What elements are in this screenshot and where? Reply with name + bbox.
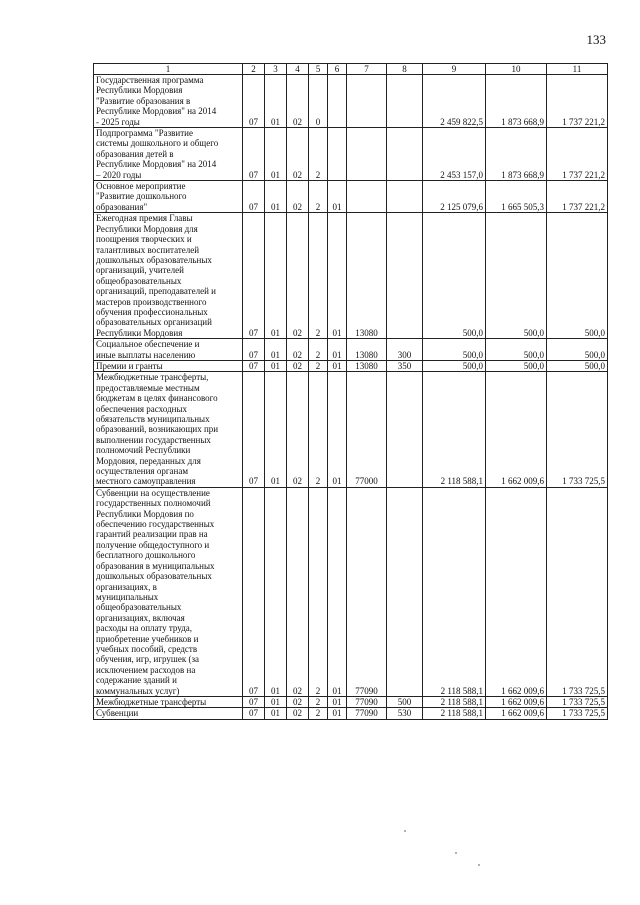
row-value-cell: 01: [328, 339, 347, 361]
row-value-cell: 500: [387, 696, 423, 707]
row-name-cell: Социальное обеспечение и иные выплаты населению: [94, 339, 243, 361]
row-name-cell: Субвенции на осуществление государственных полномочий Республики Мордовия по обеспечению государственных гарантий реализации прав на получение общедоступного и бесплатного дошкольного образования в муниципальных дошкольных образовательных организациях, в муниципальных общеобразовательных организациях, включая расходы на оплату труда, приобретение учебников и учебных пособий, средств обучения, игр, игрушек (за исключением расходов на содержание зданий и коммунальных услуг): [94, 487, 243, 696]
row-value-cell: 1 662 009,6: [486, 372, 547, 487]
column-header: 4: [287, 64, 309, 75]
row-value-cell: 2 453 157,0: [423, 128, 486, 181]
row-value-cell: 07: [243, 339, 265, 361]
row-value-cell: 07: [243, 75, 265, 128]
row-value-cell: 01: [265, 75, 287, 128]
row-value-cell: 500,0: [547, 213, 608, 339]
row-value-cell: 2: [309, 181, 328, 213]
row-value-cell: 02: [287, 213, 309, 339]
row-value-cell: 500,0: [486, 213, 547, 339]
row-value-cell: [347, 181, 387, 213]
column-header: 9: [423, 64, 486, 75]
row-value-cell: 07: [243, 128, 265, 181]
row-value-cell: 01: [265, 708, 287, 719]
row-value-cell: 1 873 668,9: [486, 128, 547, 181]
table-header-row: [94, 64, 608, 75]
row-value-cell: [347, 128, 387, 181]
table-row: [94, 708, 608, 719]
row-value-cell: 13080: [347, 360, 387, 371]
row-value-cell: 1 737 221,2: [547, 181, 608, 213]
row-value-cell: 13080: [347, 339, 387, 361]
row-value-cell: 01: [328, 372, 347, 487]
column-header: 3: [265, 64, 287, 75]
column-header: 5: [309, 64, 328, 75]
row-value-cell: 350: [387, 360, 423, 371]
row-value-cell: 02: [287, 696, 309, 707]
column-header: 11: [547, 64, 608, 75]
row-value-cell: 07: [243, 487, 265, 696]
row-value-cell: 01: [328, 360, 347, 371]
row-value-cell: 2 459 822,5: [423, 75, 486, 128]
scan-speck: [478, 864, 480, 866]
row-value-cell: [387, 213, 423, 339]
table-row: [94, 128, 608, 181]
row-value-cell: 2 118 588,1: [423, 708, 486, 719]
table-row: [94, 487, 608, 696]
table-row: [94, 339, 608, 361]
row-value-cell: 500,0: [423, 213, 486, 339]
row-value-cell: 500,0: [547, 339, 608, 361]
row-value-cell: [387, 487, 423, 696]
page-number: 133: [586, 32, 606, 47]
table-row: [94, 696, 608, 707]
row-value-cell: 1 733 725,5: [547, 372, 608, 487]
budget-table: [93, 63, 608, 720]
row-value-cell: 02: [287, 128, 309, 181]
table-row: [94, 181, 608, 213]
row-value-cell: 1 733 725,5: [547, 487, 608, 696]
row-value-cell: 01: [265, 128, 287, 181]
row-value-cell: 530: [387, 708, 423, 719]
row-value-cell: 2 118 588,1: [423, 696, 486, 707]
column-header: 6: [328, 64, 347, 75]
row-name-cell: Межбюджетные трансферты: [94, 696, 243, 707]
row-name-cell: Основное мероприятие "Развитие дошкольного образования": [94, 181, 243, 213]
row-value-cell: 500,0: [486, 339, 547, 361]
row-value-cell: 2: [309, 128, 328, 181]
row-name-cell: Субвенции: [94, 708, 243, 719]
row-value-cell: 2 118 588,1: [423, 487, 486, 696]
row-value-cell: 500,0: [423, 360, 486, 371]
row-name-cell: Подпрограмма "Развитие системы дошкольного и общего образования детей в Республике Мордовия" на 2014 – 2020 годы: [94, 128, 243, 181]
table-row: [94, 75, 608, 128]
row-value-cell: 2: [309, 487, 328, 696]
row-value-cell: 01: [328, 181, 347, 213]
row-value-cell: 77090: [347, 696, 387, 707]
table-row: [94, 372, 608, 487]
row-value-cell: 13080: [347, 213, 387, 339]
scan-speck: [455, 852, 457, 854]
row-value-cell: 02: [287, 181, 309, 213]
row-value-cell: 01: [265, 696, 287, 707]
row-value-cell: 01: [265, 360, 287, 371]
row-name-cell: Межбюджетные трансферты, предоставляемые местным бюджетам в целях финансового обеспечения расходных обязательств муниципальных образований, возникающих при выполнении государственных полномочий Республики Мордовия, переданных для осуществления органам местного самоуправления: [94, 372, 243, 487]
row-name-cell: Премии и гранты: [94, 360, 243, 371]
column-header: 7: [347, 64, 387, 75]
row-value-cell: 01: [265, 213, 287, 339]
row-value-cell: 500,0: [423, 339, 486, 361]
row-value-cell: 07: [243, 696, 265, 707]
row-value-cell: 02: [287, 339, 309, 361]
row-value-cell: 01: [265, 372, 287, 487]
row-value-cell: 2: [309, 708, 328, 719]
row-value-cell: [328, 128, 347, 181]
row-value-cell: [328, 75, 347, 128]
row-value-cell: 01: [265, 339, 287, 361]
column-header: 2: [243, 64, 265, 75]
row-value-cell: 02: [287, 487, 309, 696]
row-value-cell: 02: [287, 75, 309, 128]
row-value-cell: 01: [328, 708, 347, 719]
row-value-cell: 1 662 009,6: [486, 696, 547, 707]
row-value-cell: [387, 181, 423, 213]
row-value-cell: 300: [387, 339, 423, 361]
row-value-cell: 02: [287, 708, 309, 719]
row-value-cell: 1 737 221,2: [547, 128, 608, 181]
row-value-cell: 500,0: [486, 360, 547, 371]
row-value-cell: 1 662 009,6: [486, 708, 547, 719]
row-value-cell: 77090: [347, 708, 387, 719]
row-value-cell: 01: [265, 487, 287, 696]
row-value-cell: 2: [309, 696, 328, 707]
row-value-cell: [387, 372, 423, 487]
row-value-cell: 2 125 079,6: [423, 181, 486, 213]
row-name-cell: Ежегодная премия Главы Республики Мордовия для поощрения творческих и талантливых воспитателей дошкольных образовательных организаций, учителей общеобразовательных организаций, преподавателей и мастеров производственного обучения профессиональных образовательных организаций Республики Мордовия: [94, 213, 243, 339]
row-value-cell: 0: [309, 75, 328, 128]
row-value-cell: 2: [309, 213, 328, 339]
row-value-cell: 1 662 009,6: [486, 487, 547, 696]
row-value-cell: [347, 75, 387, 128]
scan-speck: [404, 830, 406, 832]
row-value-cell: 07: [243, 213, 265, 339]
row-value-cell: 77090: [347, 487, 387, 696]
row-value-cell: 1 733 725,5: [547, 708, 608, 719]
row-value-cell: 07: [243, 360, 265, 371]
column-header: 10: [486, 64, 547, 75]
row-value-cell: 01: [328, 487, 347, 696]
row-value-cell: 500,0: [547, 360, 608, 371]
row-value-cell: 77000: [347, 372, 387, 487]
table-row: [94, 213, 608, 339]
row-value-cell: 2: [309, 372, 328, 487]
row-value-cell: 01: [265, 181, 287, 213]
row-value-cell: 07: [243, 708, 265, 719]
row-value-cell: 02: [287, 360, 309, 371]
row-value-cell: 1 733 725,5: [547, 696, 608, 707]
row-value-cell: [387, 128, 423, 181]
column-header: 1: [94, 64, 243, 75]
row-value-cell: 07: [243, 181, 265, 213]
row-value-cell: 07: [243, 372, 265, 487]
row-value-cell: 2 118 588,1: [423, 372, 486, 487]
row-value-cell: [387, 75, 423, 128]
row-value-cell: 2: [309, 360, 328, 371]
row-value-cell: 1 873 668,9: [486, 75, 547, 128]
row-value-cell: 01: [328, 696, 347, 707]
row-value-cell: 01: [328, 213, 347, 339]
table-row: [94, 360, 608, 371]
row-value-cell: 02: [287, 372, 309, 487]
row-value-cell: 2: [309, 339, 328, 361]
row-value-cell: 1 665 505,3: [486, 181, 547, 213]
column-header: 8: [387, 64, 423, 75]
row-name-cell: Государственная программа Республики Мордовия "Развитие образования в Республике Мордовия" на 2014 - 2025 годы: [94, 75, 243, 128]
row-value-cell: 1 737 221,2: [547, 75, 608, 128]
